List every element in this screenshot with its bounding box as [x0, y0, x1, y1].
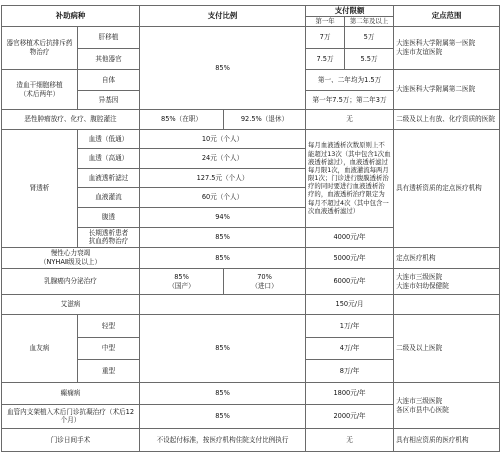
hemophilia-limit: 4万/年 — [306, 337, 394, 360]
stent-limit: 2000元/年 — [306, 404, 394, 429]
dialysis-price: 127.5元（个人） — [140, 168, 306, 188]
breast-ratio-domestic: 85% （国产） — [140, 268, 224, 295]
header-limit-first: 第一年 — [306, 17, 345, 27]
dialysis-long-term-label: 长期透析患者 抗血药物治疗 — [78, 227, 140, 248]
stent-label: 血管内支架植入术后门诊抗凝治疗（术后12个月） — [2, 404, 140, 429]
subsidy-table — [1, 5, 500, 452]
organ-liver-second: 5万 — [345, 26, 394, 48]
header-limit-second: 第二年及以上 — [345, 17, 394, 27]
breast-ratio-import: 70% （进口） — [224, 268, 306, 295]
hemophilia-ratio: 85% — [140, 314, 306, 382]
tumor-label: 恶性肿瘤放疗、化疗、腹腔灌注 — [2, 110, 140, 130]
hemophilia-hospital: 二级及以上医院 — [394, 314, 500, 382]
heart-failure-limit: 5000元/年 — [306, 248, 394, 269]
hemophilia-limit: 8万/年 — [306, 360, 394, 383]
stem-cell-label: 造血干细胞移植 （术后两年） — [2, 70, 78, 110]
dialysis-price: 60元（个人） — [140, 188, 306, 208]
dialysis-price: 10元（个人） — [140, 129, 306, 149]
organ-liver-label: 肝移植 — [78, 26, 140, 48]
transplant-ratio: 85% — [140, 26, 306, 109]
aids-label: 艾滋病 — [2, 295, 140, 315]
dialysis-item: 血透（高通） — [78, 149, 140, 169]
epilepsy-label: 癫痫病 — [2, 382, 140, 404]
dialysis-price: 24元（个人） — [140, 149, 306, 169]
organ-liver-first: 7万 — [306, 26, 345, 48]
hemophilia-label: 血友病 — [2, 314, 78, 382]
dialysis-price: 94% — [140, 207, 306, 227]
day-surgery-hospital: 具有相应资质的医疗机构 — [394, 429, 500, 452]
epilepsy-stent-hospital: 大连市三级医院 各区市县中心医院 — [394, 382, 500, 428]
organ-other-second: 5.5万 — [345, 48, 394, 70]
dialysis-long-term-ratio: 85% — [140, 227, 306, 248]
stent-ratio: 85% — [140, 404, 306, 429]
dialysis-item: 血液透析滤过 — [78, 168, 140, 188]
heart-failure-label: 慢性心力衰竭 （NYHAⅡ级及以上） — [2, 248, 140, 269]
epilepsy-ratio: 85% — [140, 382, 306, 404]
tumor-hospital: 二级及以上有放、化疗资质的医院 — [394, 110, 500, 130]
organ-hospital: 大连医科大学附属第一医院 大连市友谊医院 — [394, 26, 500, 69]
stem-allo-limit: 第一年7.5万；第二年3万 — [306, 90, 394, 110]
header-limit: 支付限额 — [306, 6, 394, 17]
organ-transplant-label: 器官移植术后抗排斥药物治疗 — [2, 26, 78, 69]
hemophilia-level: 轻型 — [78, 314, 140, 337]
tumor-ratio-retired: 92.5%（退休） — [224, 110, 306, 130]
hemophilia-limit: 1万/年 — [306, 314, 394, 337]
heart-failure-hospital: 定点医疗机构 — [394, 248, 500, 269]
dialysis-label: 肾透析 — [2, 129, 78, 247]
header-project: 补助病种 — [2, 6, 140, 27]
heart-failure-ratio: 85% — [140, 248, 306, 269]
tumor-ratio-working: 85%（在职） — [140, 110, 224, 130]
day-surgery-ratio: 不设起付标准，按医疗机构住院支付比例执行 — [140, 429, 306, 452]
dialysis-hospital: 具有透析资质的定点医疗机构 — [394, 129, 500, 247]
hemophilia-level: 重型 — [78, 360, 140, 383]
stem-allo-label: 异基因 — [78, 90, 140, 110]
breast-cancer-label: 乳腺癌内分泌治疗 — [2, 268, 140, 295]
header-ratio: 支付比例 — [140, 6, 306, 27]
dialysis-long-term-limit: 4000元/年 — [306, 227, 394, 248]
day-surgery-limit: 无 — [306, 429, 394, 452]
stem-self-limit: 第一、二年均为1.5万 — [306, 70, 394, 91]
tumor-limit: 无 — [306, 110, 394, 130]
header-hospital: 定点范围 — [394, 6, 500, 27]
breast-hospital: 大连市三级医院 大连市妇幼保健院 — [394, 268, 500, 295]
day-surgery-label: 门诊日间手术 — [2, 429, 140, 452]
hemophilia-level: 中型 — [78, 337, 140, 360]
aids-hospital — [394, 295, 500, 315]
dialysis-item: 血液灌流 — [78, 188, 140, 208]
organ-other-label: 其他器官 — [78, 48, 140, 70]
dialysis-item: 腹透 — [78, 207, 140, 227]
stem-self-label: 自体 — [78, 70, 140, 91]
aids-limit: 150元/月 — [306, 295, 394, 315]
organ-other-first: 7.5万 — [306, 48, 345, 70]
aids-ratio — [140, 295, 306, 315]
breast-limit: 6000元/年 — [306, 268, 394, 295]
stem-hospital: 大连医科大学附属第二医院 — [394, 70, 500, 110]
dialysis-note: 每月血液透析次数原则上不能超过13次（其中包含1次血液透析滤过），血液透析滤过每月限1次，血液灌流每两月限1次；门诊进行腹膜透析治疗的同时要进行血液透析治疗的，血液透析治疗限定为每月不超过4次（其中包含一次血液透析滤过） — [306, 129, 394, 227]
dialysis-item: 血透（低通） — [78, 129, 140, 149]
epilepsy-limit: 1800元/年 — [306, 382, 394, 404]
